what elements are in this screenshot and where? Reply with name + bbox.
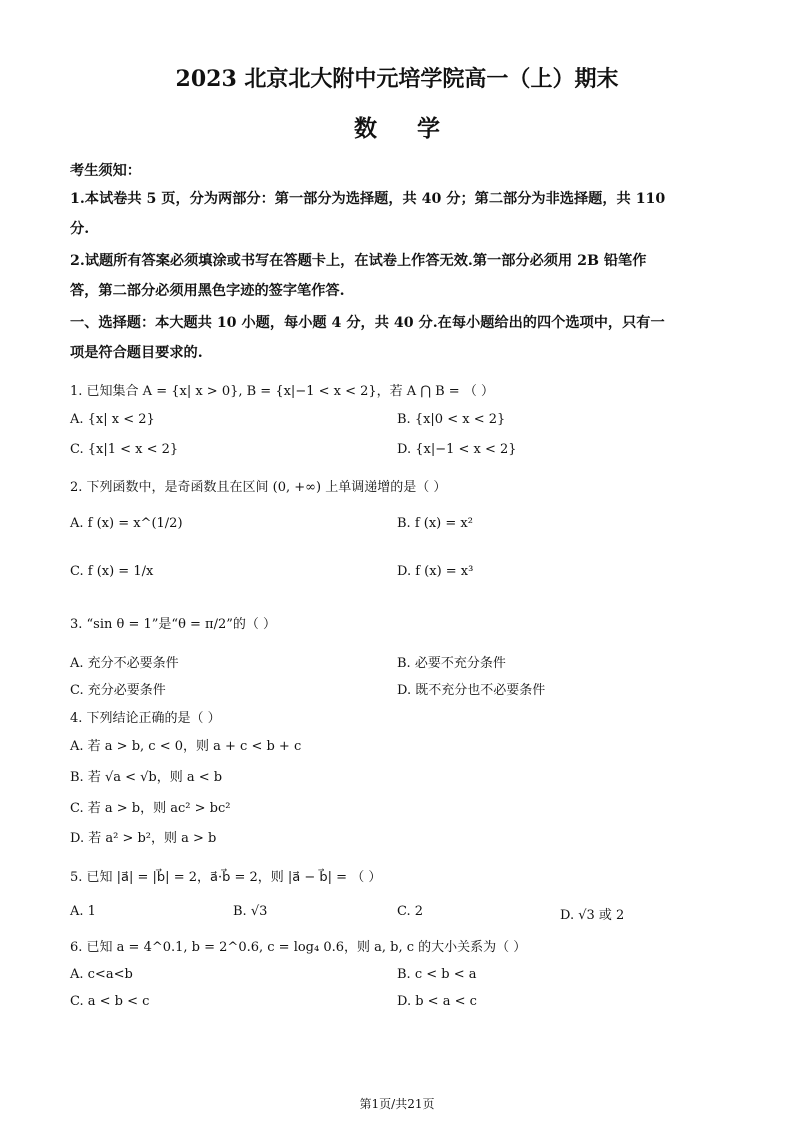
question-3-option-a: A. 充分不必要条件 (70, 656, 179, 671)
question-4-option-c: C. 若 a > b，则 ac² > bc² (70, 801, 231, 816)
notice-heading: 考生须知： (70, 163, 141, 179)
question-6-option-d: D. b < a < c (397, 994, 477, 1009)
page-title: 2023 北京北大附中元培学院高一（上）期末 (175, 66, 619, 92)
section-1-heading-line-1: 一、选择题：本大题共 10 小题，每小题 4 分，共 40 分.在每小题给出的四个选项中，只有一 (70, 315, 665, 331)
notice-item-1-line-1: 1.本试卷共 5 页，分为两部分：第一部分为选择题，共 40 分；第二部分为非选择题，共 110 (70, 191, 666, 207)
question-5-option-d: D. √3 或 2 (560, 908, 625, 923)
question-4-option-a: A. 若 a > b, c < 0，则 a + c < b + c (70, 739, 302, 754)
question-2-stem: 2. 下列函数中，是奇函数且在区间 (0, +∞) 上单调递增的是（ ） (70, 480, 447, 495)
question-3-stem: 3. “sin θ = 1”是“θ = π/2”的（ ） (70, 617, 277, 632)
question-4-option-b: B. 若 √a < √b，则 a < b (70, 770, 223, 785)
question-3-option-d: D. 既不充分也不必要条件 (397, 683, 546, 698)
question-6-stem: 6. 已知 a = 4^0.1, b = 2^0.6, c = log₄ 0.6，则 a, b, c 的大小关系为（ ） (70, 940, 527, 955)
question-6-option-a: A. c<a<b (70, 967, 133, 982)
question-3-option-b: B. 必要不充分条件 (397, 656, 506, 671)
question-6-option-c: C. a < b < c (70, 994, 150, 1009)
question-5-option-a: A. 1 (70, 904, 96, 919)
page-footer: 第1页/共21页 (359, 1097, 435, 1111)
notice-item-2-line-2: 答，第二部分必须用黑色字迹的签字笔作答. (70, 283, 345, 299)
question-2-option-c: C. f (x) = 1/x (70, 564, 154, 579)
question-5-option-c: C. 2 (397, 904, 424, 919)
question-1-option-d: D. {x|−1 < x < 2} (397, 442, 517, 457)
question-4-option-d: D. 若 a² > b²，则 a > b (70, 831, 217, 846)
question-3-option-c: C. 充分必要条件 (70, 683, 166, 698)
question-5-option-b: B. √3 (233, 904, 268, 919)
notice-item-2-line-1: 2.试题所有答案必须填涂或书写在答题卡上，在试卷上作答无效.第一部分必须用 2B 铅笔作 (70, 253, 647, 269)
question-6-option-b: B. c < b < a (397, 967, 477, 982)
question-4-stem: 4. 下列结论正确的是（ ） (70, 711, 221, 726)
section-1-heading-line-2: 项是符合题目要求的. (70, 345, 203, 361)
question-1-option-b: B. {x|0 < x < 2} (397, 412, 506, 427)
question-2-option-b: B. f (x) = x² (397, 516, 473, 531)
notice-item-1-line-2: 分. (70, 221, 90, 237)
question-5-stem: 5. 已知 |a⃗| = |b⃗| = 2，a⃗·b⃗ = 2，则 |a⃗ − b⃗| = （ ） (70, 870, 382, 885)
subject-title: 数学 (354, 115, 480, 142)
question-2-option-d: D. f (x) = x³ (397, 564, 474, 579)
question-1-option-c: C. {x|1 < x < 2} (70, 442, 179, 457)
question-2-option-a: A. f (x) = x^(1/2) (70, 516, 183, 531)
question-1-stem: 1. 已知集合 A = {x| x > 0}, B = {x|−1 < x < 2}，若 A ⋂ B = （ ） (70, 384, 494, 399)
question-1-option-a: A. {x| x < 2} (70, 412, 155, 427)
